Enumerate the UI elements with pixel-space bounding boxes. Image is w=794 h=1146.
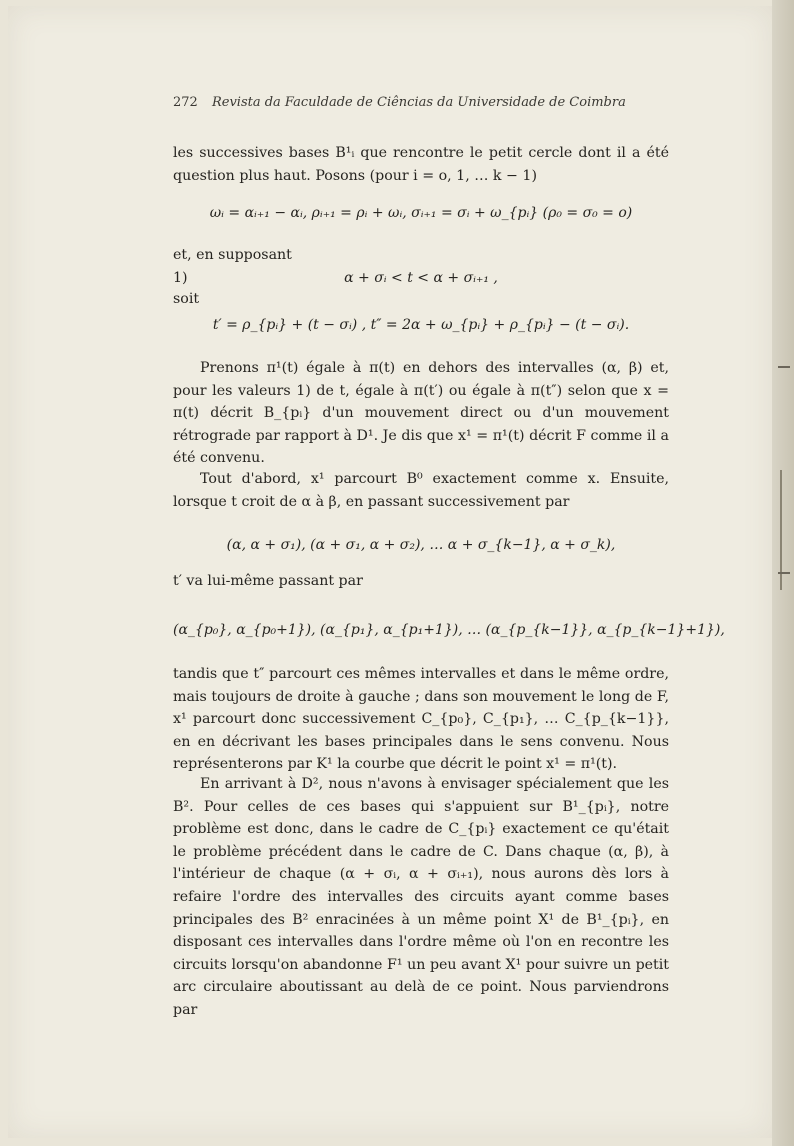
paragraph-2 (173, 357, 669, 470)
paragraph-3-text: Tout d'abord, x¹ parcourt B⁰ exactement comme x. Ensuite, lorsque t croit de α à β, en passant successivement par (173, 471, 669, 510)
equation-2: t′ = ρ_{pᵢ} + (t − σᵢ) , t″ = 2α + ω_{pᵢ} + ρ_{pᵢ} − (t − σᵢ). (212, 317, 630, 333)
condition-equation: α + σᵢ < t < α + σᵢ₊₁ , (344, 270, 498, 286)
paragraph-3 (173, 468, 669, 513)
line-soit: soit (173, 291, 200, 307)
equation-4: (α_{p₀}, α_{p₀+1}), (α_{p₁}, α_{p₁+1}), … (α_{p_{k−1}}, α_{p_{k−1}+1}), (173, 622, 725, 638)
line-tprime: t′ va lui-même passant par (173, 573, 363, 589)
paragraph-5 (173, 773, 669, 1022)
margin-tick (778, 572, 790, 574)
paragraph-1-text: les successives bases B¹ᵢ que rencontre le petit cercle dont il a été question plus haut. Posons (pour i = o, 1, … k − 1) (173, 145, 669, 184)
equation-3: (α, α + σ₁), (α + σ₁, α + σ₂), … α + σ_{k−1}, α + σ_k), (226, 537, 616, 553)
condition-label: 1) (173, 270, 188, 286)
paragraph-1 (173, 142, 669, 187)
paragraph-2-text: Prenons π¹(t) égale à π(t) en dehors des intervalles (α, β) et, pour les valeurs 1) de t, égale à π(t′) ou égale à π(t″) selon que x = π(t) décrit B_{pᵢ} d'un mouvement direct ou d'un mouvement rétrograde par rapport à D¹. Je dis que x¹ = π¹(t) décrit F comme il a été convenu. (173, 360, 669, 467)
journal-title: Revista da Faculdade de Ciências da Universidade de Coimbra (211, 95, 626, 110)
paragraph-4 (173, 663, 669, 776)
running-header (173, 95, 668, 110)
margin-tick (778, 366, 790, 368)
page-number: 272 (173, 95, 198, 110)
paragraph-4-text: tandis que t″ parcourt ces mêmes intervalles et dans le même ordre, mais toujours de droite à gauche ; dans son mouvement le long de F, x¹ parcourt donc successivement C_{p₀}, C_{p₁}, … C_{p_{k−1}}, en en décrivant les bases principales dans le sens convenu. Nous représenterons par K¹ la courbe que décrit le point x¹ = π¹(t). (173, 666, 669, 773)
equation-1: ωᵢ = αᵢ₊₁ − αᵢ, ρᵢ₊₁ = ρᵢ + ωᵢ, σᵢ₊₁ = σᵢ + ω_{pᵢ} (ρ₀ = σ₀ = o) (209, 205, 633, 221)
paragraph-5-text: En arrivant à D², nous n'avons à envisager spécialement que les B². Pour celles de ces bases qui s'appuient sur B¹_{pᵢ}, notre problème est donc, dans le cadre de C_{pᵢ} exactement ce qu'était le problème précédent dans le cadre de C. Dans chaque (α, β), à l'intérieur de chaque (α + σᵢ, α + σᵢ₊₁), nous aurons dès lors à refaire l'ordre des intervalles des circuits ayant comme bases principales des B² enracinées à un même point X¹ de B¹_{pᵢ}, en disposant ces intervalles dans l'ordre même où l'on en recontre les circuits lorsqu'on abandonne F¹ un peu avant X¹ pour suivre un petit arc circulaire aboutissant au delà de ce point. Nous parviendrons par (173, 776, 669, 1018)
line-suppose: et, en supposant (173, 247, 292, 263)
